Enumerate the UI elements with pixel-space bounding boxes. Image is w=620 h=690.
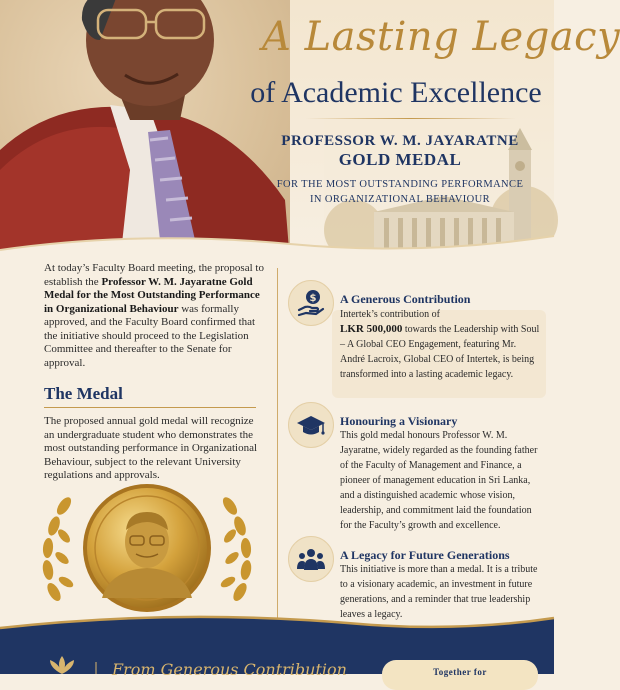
laurel-right-icon (219, 495, 253, 603)
icon-badge (288, 536, 334, 582)
icon-badge (288, 402, 334, 448)
icon-badge (288, 280, 334, 326)
intro-text-1: At today’s Faculty Board meeting, the proposal to establish the (44, 262, 264, 288)
contribution-text-2: towards the Leadership with Soul – A Global CEO Engagement, featuring Mr. André Lacroix, Global CEO of Intertek, is being transformed into a lasting academic legacy. (340, 324, 540, 380)
money-hand-icon (296, 288, 326, 318)
medal-purpose-line2: IN ORGANIZATIONAL BEHAVIOUR (310, 194, 490, 205)
intro-paragraph (44, 262, 266, 370)
feature-title: A Generous Contribution (340, 292, 471, 306)
medal-purpose (268, 177, 532, 207)
medal-name-line1: PROFESSOR W. M. JAYARATNE (281, 133, 519, 149)
professor-portrait (0, 0, 290, 262)
intro-text-2: was formally approved, and the Faculty Board confirmed that the initiative should proceed to the Legislation Committee and thereafter to the Senate for approval. (44, 302, 256, 369)
heading-divider (44, 407, 256, 408)
feature-body (340, 307, 540, 382)
feature-body: This gold medal honours Professor W. M. Jayaratne, widely regarded as the founding father of the Faculty of Management and Finance, a pioneer of management education in Sri Lanka, and a distinguished academic whose vision, leadership, and commitment laid the foundation for the Faculty’s growth and excellence. (340, 430, 538, 531)
graduation-cap-icon (296, 410, 326, 440)
feature-body: This initiative is more than a medal. It is a tribute to a visionary academic, an investment in future generations, and a reminder that true leadership leaves a legacy. (340, 564, 538, 620)
main-title: of Academic Excellence (250, 76, 542, 109)
contribution-text-1: Intertek’s contribution of (340, 309, 440, 320)
left-column (44, 262, 266, 483)
medal-section-text: The proposed annual gold medal will recognize an undergraduate student who demonstrates the most outstanding performance in Organizational Behaviour, subject to the relevant University regulations and approvals. (44, 415, 258, 481)
medal-purpose-line1: FOR THE MOST OUTSTANDING PERFORMANCE (276, 179, 524, 190)
intro-medal-name: Professor W. M. Jayaratne Gold Medal for the Most Outstanding Performance in Organizational Behaviour (44, 275, 260, 315)
feature-title: Honouring a Visionary (340, 414, 458, 428)
footer-script-text: From Generous Contribution (112, 660, 347, 679)
feature-title: A Legacy for Future Generations (340, 548, 510, 562)
together-for-badge: Together for (382, 660, 538, 690)
gold-medal-illustration (40, 482, 254, 616)
laurel-left-icon (41, 495, 75, 603)
svg-text:$: $ (309, 293, 317, 304)
column-divider (277, 268, 278, 618)
title-divider (306, 118, 516, 119)
medal-name-line2: GOLD MEDAL (338, 150, 462, 169)
script-title: A Lasting Legacy (262, 14, 620, 60)
contribution-amount: LKR 500,000 (340, 323, 403, 335)
people-group-icon (296, 544, 326, 574)
medal-section-heading: The Medal (44, 384, 123, 403)
